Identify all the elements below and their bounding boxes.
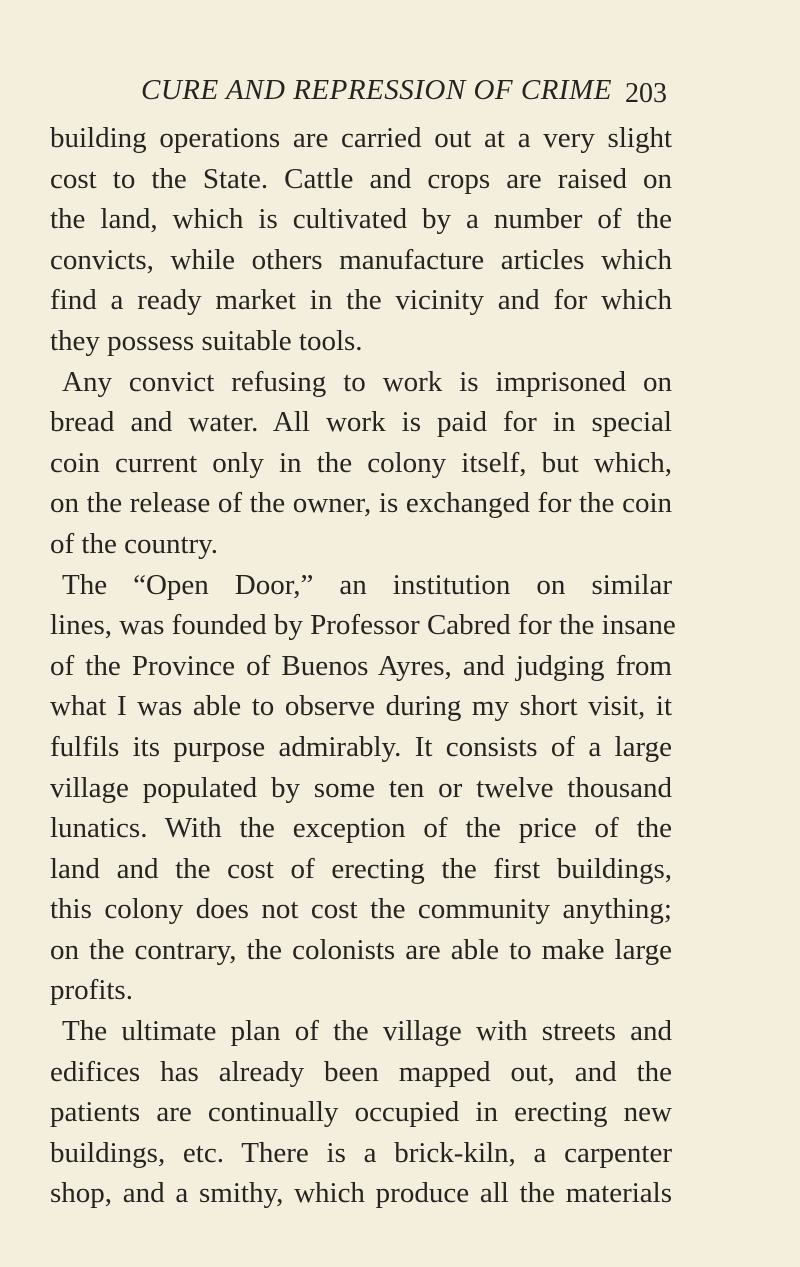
text-line: the land, which is cultivated by a number of the [50, 203, 672, 236]
text-line: of the country. [50, 527, 219, 560]
text-line: lunatics. With the exception of the price of the [50, 812, 672, 845]
paragraph-2 [50, 362, 672, 565]
text-line: patients are continually occupied in erecting new [50, 1096, 672, 1129]
text-line: building operations are carried out at a very slight [50, 122, 672, 154]
text-line: buildings, etc. There is a brick-kiln, a carpenter [50, 1136, 672, 1169]
text-line: fulfils its purpose admirably. It consists of a large [50, 730, 672, 763]
text-line: Any convict refusing to work is imprisoned on [62, 365, 672, 398]
text-line: what I was able to observe during my short visit, it [50, 690, 672, 723]
text-line: on the contrary, the colonists are able to make large [50, 933, 672, 966]
text-line: cost to the State. Cattle and crops are raised on [50, 162, 672, 195]
paragraph-4 [50, 1011, 672, 1214]
text-line: shop, and a smithy, which produce all the materials [50, 1177, 672, 1210]
text-line: lines, was founded by Professor Cabred for the insane [50, 609, 676, 642]
text-line: profits. [50, 974, 133, 1007]
text-line: land and the cost of erecting the first buildings, [50, 852, 672, 885]
text-line: this colony does not cost the community anything; [50, 893, 672, 926]
text-line: The “Open Door,” an institution on similar [62, 568, 672, 601]
text-line: edifices has already been mapped out, and the [50, 1055, 672, 1088]
paragraph-3 [50, 565, 676, 1012]
running-title: CURE AND REPRESSION OF CRIME [141, 74, 612, 106]
text-line: bread and water. All work is paid for in special [50, 406, 672, 439]
body-text [50, 118, 676, 1214]
text-line: convicts, while others manufacture articles which [50, 243, 672, 276]
text-line: on the release of the owner, is exchanged for the coin [50, 487, 672, 520]
text-line: The ultimate plan of the village with streets and [62, 1015, 672, 1048]
text-line: of the Province of Buenos Ayres, and judging from [50, 649, 672, 682]
text-line: village populated by some ten or twelve thousand [50, 771, 672, 804]
page-number: 203 [625, 78, 667, 109]
text-line: find a ready market in the vicinity and for which [50, 284, 672, 317]
paragraph-1 [50, 118, 672, 362]
text-line: they possess suitable tools. [50, 324, 363, 357]
text-line: coin current only in the colony itself, but which, [50, 446, 672, 479]
